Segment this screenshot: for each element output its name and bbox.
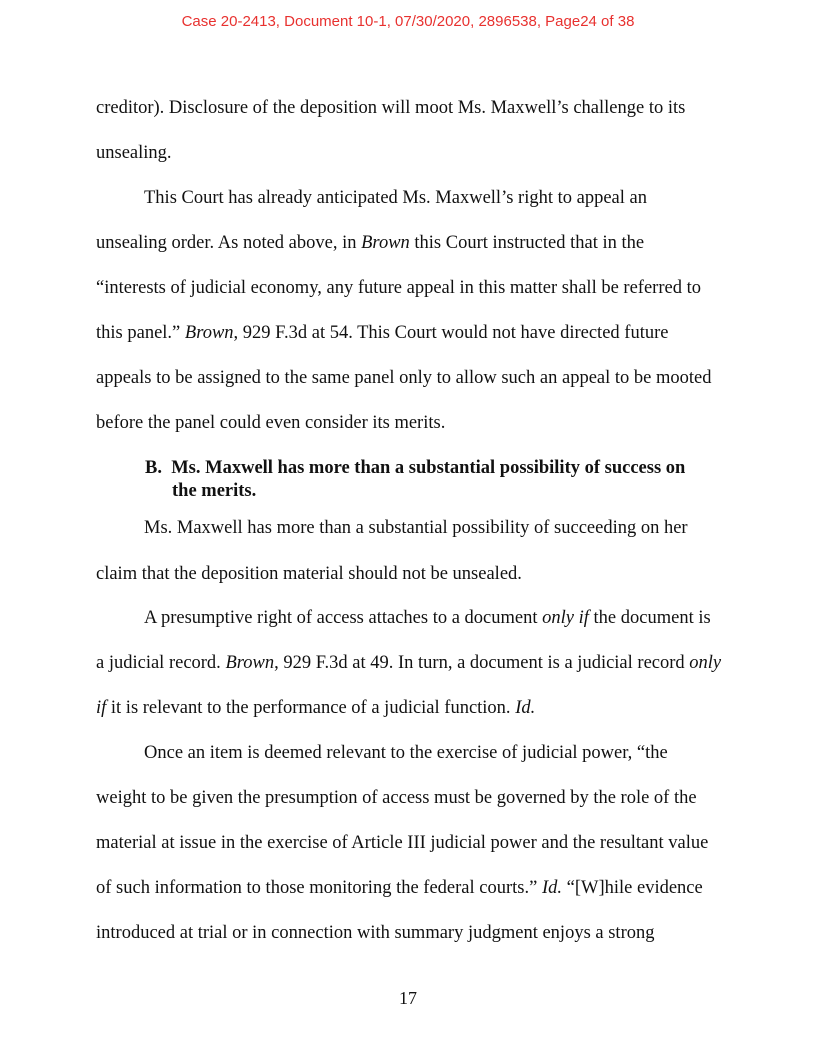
case-citation: Brown <box>361 233 410 253</box>
emphasis: if <box>96 698 107 718</box>
body-line <box>96 232 644 254</box>
body-line: unsealing. <box>96 143 172 163</box>
case-citation: Brown <box>225 653 275 673</box>
case-header-stamp: Case 20-2413, Document 10-1, 07/30/2020, 2896538, Page24 of 38 <box>181 13 635 30</box>
text-run: unsealing order. As noted above, in <box>96 233 362 253</box>
body-line <box>96 877 703 899</box>
body-line: introduced at trial or in connection with summary judgment enjoys a strong <box>96 923 655 943</box>
body-line: “interests of judicial economy, any future appeal in this matter shall be referred to <box>96 278 701 298</box>
case-citation: Id. <box>515 698 536 718</box>
text-run: a judicial record. <box>96 653 226 673</box>
case-citation: Id. <box>541 878 562 898</box>
body-line: claim that the deposition material should not be unsealed. <box>96 564 522 584</box>
text-run: “[W]hile evidence <box>562 878 703 898</box>
body-line: before the panel could even consider its merits. <box>96 413 446 433</box>
text-run: A presumptive right of access attaches to a document <box>144 608 543 628</box>
text-run: , 929 F.3d at 54. This Court would not have directed future <box>233 323 669 343</box>
emphasis: only <box>689 653 722 673</box>
text-run: this panel.” <box>96 323 185 343</box>
section-heading-continued: the merits. <box>172 481 257 501</box>
body-line: This Court has already anticipated Ms. Maxwell’s right to appeal an <box>144 188 647 208</box>
body-line: appeals to be assigned to the same panel only to allow such an appeal to be mooted <box>96 368 712 388</box>
case-citation: Brown <box>184 323 234 343</box>
body-line: Once an item is deemed relevant to the exercise of judicial power, “the <box>144 743 668 763</box>
emphasis: only if <box>542 608 589 628</box>
body-line <box>144 607 711 629</box>
section-heading: B. Ms. Maxwell has more than a substantial possibility of success on <box>145 458 686 478</box>
text-run: of such information to those monitoring the federal courts.” <box>96 878 542 898</box>
page-number: 17 <box>399 988 417 1008</box>
body-line: weight to be given the presumption of access must be governed by the role of the <box>96 788 697 808</box>
body-line <box>96 322 668 344</box>
text-run: the document is <box>588 608 711 628</box>
body-line <box>96 697 535 719</box>
text-run: , 929 F.3d at 49. In turn, a document is a judicial record <box>274 653 690 673</box>
text-run: it is relevant to the performance of a judicial function. <box>106 698 516 718</box>
body-line: Ms. Maxwell has more than a substantial possibility of succeeding on her <box>144 518 688 538</box>
text-run: this Court instructed that in the <box>409 233 645 253</box>
body-line <box>96 652 721 674</box>
body-line: creditor). Disclosure of the deposition will moot Ms. Maxwell’s challenge to its <box>96 98 686 118</box>
body-line: material at issue in the exercise of Article III judicial power and the resultant value <box>96 833 709 853</box>
